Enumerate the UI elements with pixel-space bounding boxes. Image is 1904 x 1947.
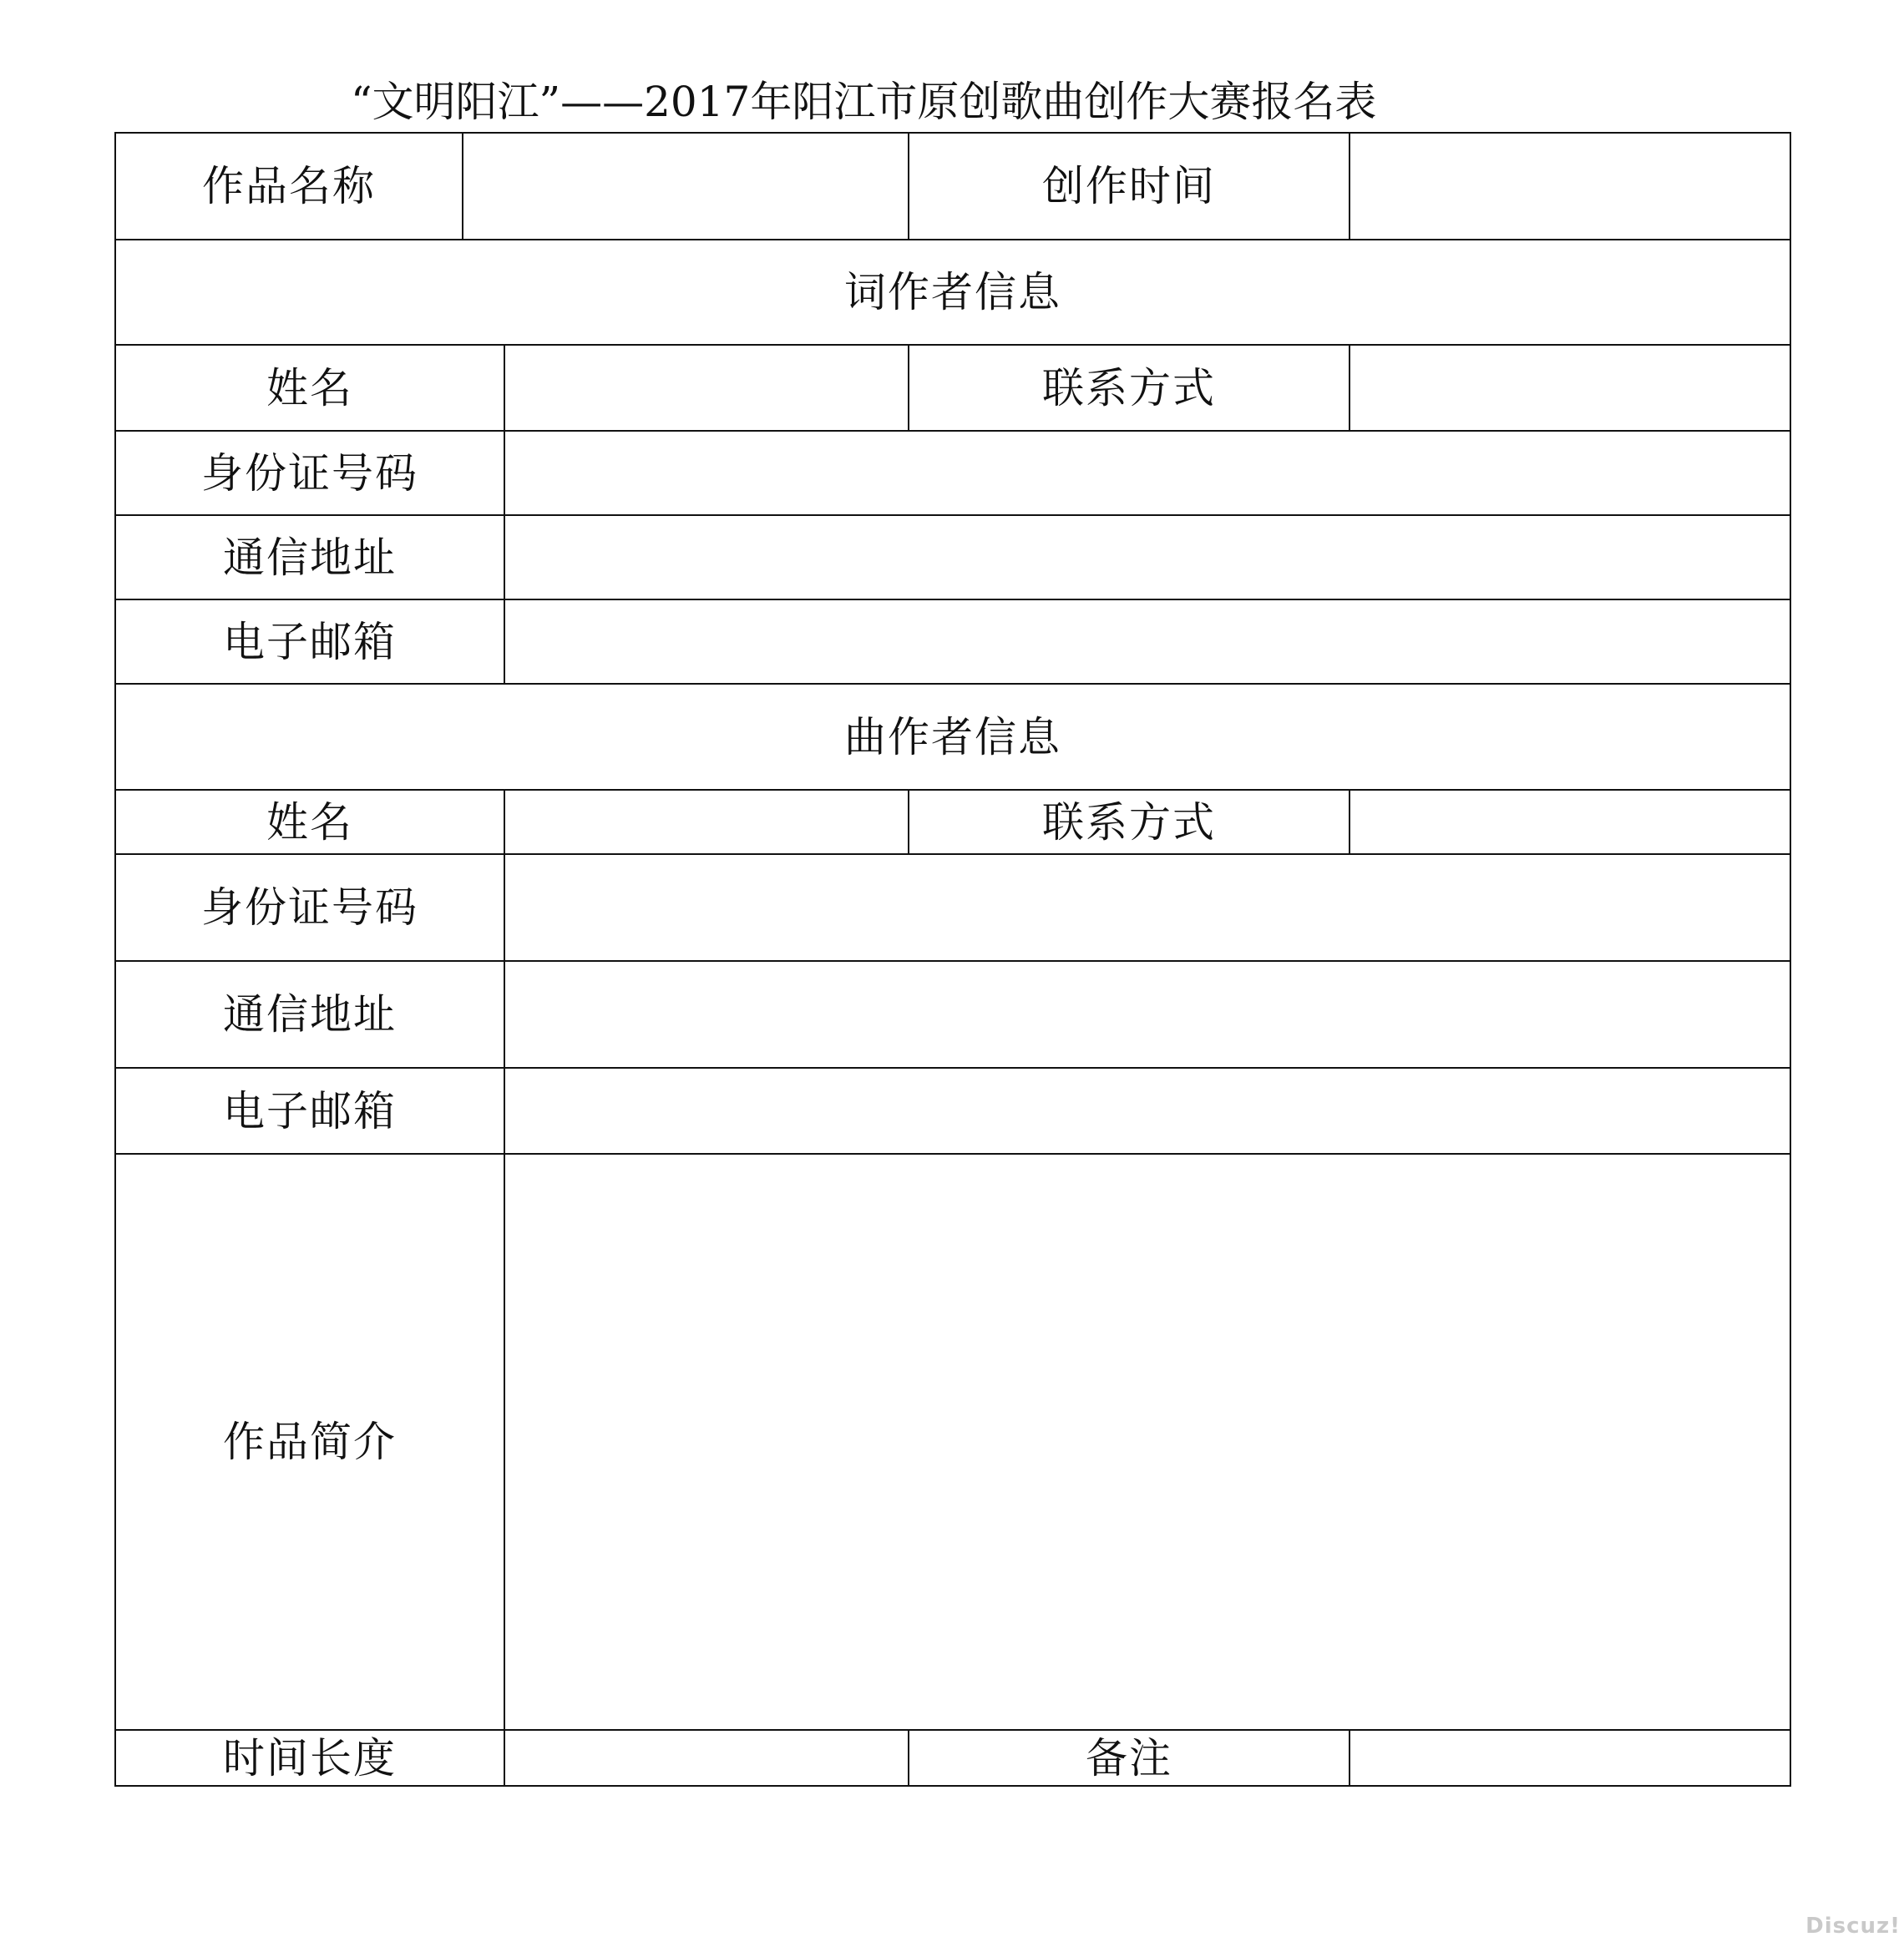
duration-row [115,1730,1790,1786]
intro-field[interactable] [504,1154,1790,1730]
lyricist-name-row [115,345,1790,431]
work-name-field[interactable] [463,133,909,240]
lyricist-address-row [115,515,1790,599]
lyricist-contact-label: 联系方式 [909,345,1350,431]
lyricist-email-field[interactable] [504,599,1790,684]
creation-time-field[interactable] [1350,133,1790,240]
duration-label: 时间长度 [115,1730,504,1786]
composer-address-label: 通信地址 [115,961,504,1068]
lyricist-name-label: 姓名 [115,345,504,431]
composer-id-label: 身份证号码 [115,854,504,961]
intro-row [115,1154,1790,1730]
lyricist-address-field[interactable] [504,515,1790,599]
intro-label: 作品简介 [115,1154,504,1730]
composer-id-row [115,854,1790,961]
lyricist-address-label: 通信地址 [115,515,504,599]
composer-name-field[interactable] [504,790,909,854]
work-info-row [115,133,1790,240]
creation-time-label: 创作时间 [909,133,1350,240]
form-title: “文明阳江”——2017年阳江市原创歌曲创作大赛报名表 [351,78,1377,126]
duration-field[interactable] [504,1730,909,1786]
lyricist-contact-field[interactable] [1350,345,1790,431]
composer-section-title: 曲作者信息 [115,684,1790,790]
lyricist-id-label: 身份证号码 [115,431,504,515]
remarks-field[interactable] [1350,1730,1790,1786]
composer-address-field[interactable] [504,961,1790,1068]
discuz-watermark: Discuz! [1805,1914,1901,1939]
lyricist-section-title: 词作者信息 [115,240,1790,345]
composer-contact-field[interactable] [1350,790,1790,854]
work-name-label: 作品名称 [115,133,463,240]
lyricist-section-row [115,240,1790,345]
composer-id-field[interactable] [504,854,1790,961]
lyricist-id-field[interactable] [504,431,1790,515]
composer-email-row [115,1068,1790,1154]
composer-email-label: 电子邮箱 [115,1068,504,1154]
remarks-label: 备注 [909,1730,1350,1786]
composer-contact-label: 联系方式 [909,790,1350,854]
composer-email-field[interactable] [504,1068,1790,1154]
lyricist-id-row [115,431,1790,515]
composer-section-row [115,684,1790,790]
lyricist-email-row [115,599,1790,684]
composer-name-row [115,790,1790,854]
registration-form-table [114,132,1791,1787]
composer-address-row [115,961,1790,1068]
lyricist-email-label: 电子邮箱 [115,599,504,684]
composer-name-label: 姓名 [115,790,504,854]
lyricist-name-field[interactable] [504,345,909,431]
